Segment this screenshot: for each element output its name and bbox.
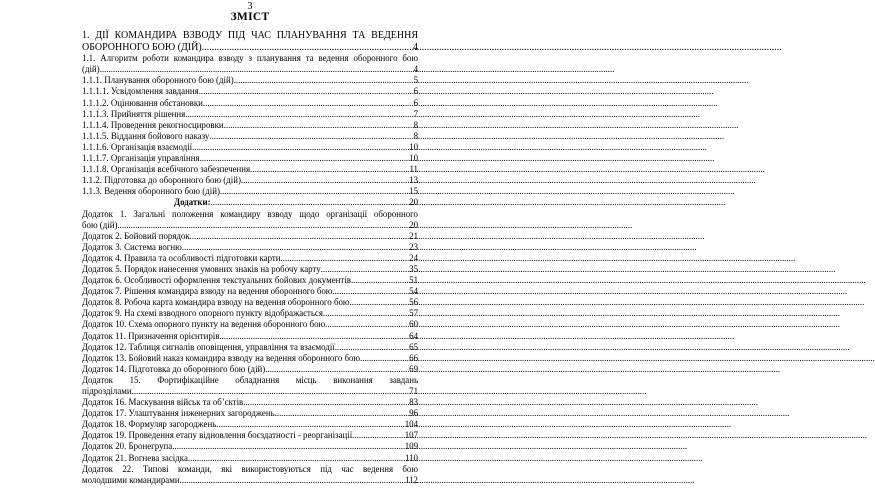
dot-leader <box>117 220 408 231</box>
toc-page-number: 13 <box>409 175 418 186</box>
toc-entry[interactable] <box>82 286 418 297</box>
toc-entry[interactable] <box>82 408 418 419</box>
toc-page-number: 5 <box>413 75 418 86</box>
dot-leader <box>321 264 408 275</box>
toc-page-number: 104 <box>404 419 418 430</box>
dot-leader <box>243 397 408 408</box>
toc-entry-text: ОБОРОННОГО БОЮ (ДІЙ) <box>82 41 202 53</box>
dot-leader <box>185 109 412 120</box>
toc-entry-text: Додаток 4. Правила та особливості підготовки карти <box>82 252 281 263</box>
toc-entry-text: 1.1.1.7. Організація управління <box>82 153 200 164</box>
toc-page-number: 4 <box>413 64 418 75</box>
toc-entry-text: Додаток 12. Таблиця сигналів оповіщення, управління та взаємодії <box>82 341 335 352</box>
toc-entry-text: 1.1.1.4. Проведення рекогносцировки <box>82 119 224 130</box>
dot-leader <box>250 164 408 175</box>
toc-entry-text: молодшими командирами <box>82 474 180 485</box>
toc-entry[interactable] <box>82 353 418 364</box>
table-of-contents <box>82 30 418 486</box>
toc-entry-text: (дій) <box>82 64 100 75</box>
toc-entry[interactable] <box>82 430 418 441</box>
toc-entry-text: 1.1.3. Ведення оборонного бою (дій) <box>82 186 220 197</box>
toc-entry-text: Додаток 19. Проведення етапу відновлення боєздатності - реорганізації <box>82 430 353 441</box>
toc-entry[interactable] <box>82 109 418 120</box>
toc-page-number: 10 <box>409 141 418 152</box>
dot-leader <box>188 453 404 464</box>
toc-page-number: 65 <box>409 341 418 352</box>
toc-entry-text: 1.1.1.6. Організація взаємодії <box>82 141 193 152</box>
toc-page-number: 23 <box>409 241 418 252</box>
toc-entry[interactable] <box>82 297 418 308</box>
toc-page-number: 4 <box>413 41 418 53</box>
toc-page-number: 96 <box>409 408 418 419</box>
dot-leader <box>180 475 404 486</box>
toc-entry-text: 1.1.1.5. Віддання бойового наказу <box>82 130 210 141</box>
dot-leader <box>241 175 408 186</box>
toc-entry-text: Додаток 8. Робоча карта командира взводу на ведення оборонного бою <box>82 297 350 308</box>
toc-page-number: 8 <box>413 119 418 130</box>
dot-leader <box>219 331 408 342</box>
toc-entry-text: 1.1. Алгоритм роботи командира взводу з планування та ведення оборонного бою <box>82 53 418 64</box>
toc-entry[interactable] <box>82 164 418 175</box>
toc-entry[interactable] <box>82 397 418 408</box>
toc-entry[interactable] <box>82 98 418 109</box>
toc-page-number: 10 <box>409 153 418 164</box>
dot-leader <box>360 353 408 364</box>
toc-page-number: 109 <box>404 441 418 452</box>
dot-leader <box>202 42 412 54</box>
toc-entry[interactable] <box>82 364 418 375</box>
toc-entry[interactable] <box>82 441 418 452</box>
toc-page-number: 8 <box>413 130 418 141</box>
toc-entry[interactable] <box>82 319 418 330</box>
dot-leader <box>350 297 409 308</box>
toc-entry[interactable] <box>82 342 418 353</box>
toc-entry[interactable] <box>82 453 418 464</box>
toc-entry[interactable] <box>82 264 418 275</box>
dot-leader <box>200 153 409 164</box>
toc-entry[interactable] <box>82 30 418 53</box>
dot-leader <box>220 186 408 197</box>
toc-entry-text: Додаток 6. Особливості оформлення текстуальних бойових документів <box>82 275 351 286</box>
toc-entry-text: Додаток 18. Формуляр загороджень <box>82 419 217 430</box>
toc-entry-text: бою (дій) <box>82 219 118 230</box>
dot-leader <box>234 75 413 86</box>
toc-entry-text: Додаток 17. Улаштування інженерних загороджень <box>82 408 275 419</box>
toc-page-number: 51 <box>409 275 418 286</box>
dot-leader <box>182 242 408 253</box>
toc-entry[interactable] <box>82 175 418 186</box>
toc-entry[interactable] <box>82 464 418 486</box>
toc-entry[interactable] <box>82 242 418 253</box>
dot-leader <box>335 342 408 353</box>
toc-entry[interactable] <box>82 75 418 86</box>
toc-entry-text: Додаток 2. Бойовий порядок <box>82 230 190 241</box>
toc-entry[interactable] <box>82 86 418 97</box>
toc-entry-text: Додаток 14. Підготовка до оборонного бою (дій) <box>82 363 266 374</box>
toc-entry-text: Додаток 20. Бронегрупа <box>82 441 173 452</box>
dot-leader <box>100 64 413 75</box>
toc-entry[interactable] <box>82 153 418 164</box>
toc-page-number: 69 <box>409 363 418 374</box>
toc-entry-text: 1.1.1.1. Усвідомлення завдання <box>82 86 199 97</box>
toc-entry-text: 1.1.1.3. Прийняття рішення <box>82 108 186 119</box>
toc-page-number: 11 <box>409 164 418 175</box>
toc-entry[interactable] <box>82 275 418 286</box>
dot-leader <box>211 197 409 208</box>
toc-entry[interactable] <box>82 253 418 264</box>
toc-entry-text: 1.1.1.2. Оцінювання обстановки <box>82 97 203 108</box>
toc-page-number: 24 <box>409 252 418 263</box>
dot-leader <box>209 131 412 142</box>
toc-page-number: 112 <box>405 474 418 485</box>
toc-page-number: 64 <box>409 330 418 341</box>
toc-entry[interactable] <box>82 419 418 430</box>
toc-page-number: 107 <box>404 430 418 441</box>
dot-leader <box>132 386 408 397</box>
toc-page-number: 60 <box>409 319 418 330</box>
dot-leader <box>192 142 408 153</box>
toc-page-number: 83 <box>409 397 418 408</box>
toc-entry-text: Додаток 7. Рішення командира взводу на ведення оборонного бою <box>82 286 333 297</box>
page-number: 3 <box>247 1 253 12</box>
dot-leader <box>325 319 408 330</box>
dot-leader <box>351 275 408 286</box>
dot-leader <box>203 98 413 109</box>
toc-entry-text: 1. ДІЇ КОМАНДИРА ВЗВОДУ ПІД ЧАС ПЛАНУВАННЯ ТА ВЕДЕННЯ <box>82 30 418 41</box>
toc-entry-text: Додаток 1. Загальні положення командиру взводу щодо організації оборонного <box>82 208 418 219</box>
toc-entry-text: Додаток 13. Бойовий наказ командира взводу на ведення оборонного бою <box>82 352 361 363</box>
toc-entry-text: Додаток 11. Призначення орієнтирів <box>82 330 220 341</box>
toc-page-number: 71 <box>409 386 418 396</box>
toc-page-number: 110 <box>405 452 418 463</box>
toc-entry-text: Додатки: <box>174 197 211 208</box>
dot-leader <box>332 286 408 297</box>
toc-entry-text: 1.1.1. Планування оборонного бою (дій) <box>82 75 234 86</box>
toc-entry[interactable] <box>82 209 418 231</box>
toc-entry-text: 1.1.1.8. Організація всебічного забезпечення <box>82 164 251 175</box>
toc-page-number: 56 <box>409 297 418 308</box>
toc-entry-text: Додаток 3. Система вогню <box>82 241 182 252</box>
toc-entry[interactable] <box>82 142 418 153</box>
toc-entry[interactable] <box>82 375 418 397</box>
toc-entry-text: Додаток 10. Схема опорного пункту на ведення оборонного бою <box>82 319 326 330</box>
toc-entry-text: Додаток 5. Порядок нанесення умовних знаків на робочу карту <box>82 263 321 274</box>
toc-entry[interactable] <box>82 131 418 142</box>
toc-page-number: 6 <box>413 86 418 97</box>
toc-page-number: 66 <box>409 352 418 363</box>
dot-leader <box>281 253 409 264</box>
toc-entry-text: 1.1.2. Підготовка до оборонного бою (дій) <box>82 175 241 186</box>
toc-page-number: 35 <box>409 263 418 274</box>
dot-leader <box>352 430 403 441</box>
page-title: ЗМІСТ <box>230 11 270 23</box>
dot-leader <box>224 120 413 131</box>
toc-page-number: 6 <box>413 97 418 108</box>
toc-page-number: 21 <box>409 230 418 241</box>
toc-entry-text: Додаток 22. Типові команди, які використовуються під час ведення бою <box>82 463 418 474</box>
dot-leader <box>216 419 403 430</box>
dot-leader <box>190 231 408 242</box>
toc-page-number: 15 <box>409 186 418 197</box>
toc-entry-text: підрозділами <box>82 386 132 396</box>
toc-entry-text: Додаток 21. Вогнева засідка <box>82 452 188 463</box>
toc-entry-text: Додаток 9. На схемі взводного опорного пункту відображається. <box>82 308 326 319</box>
toc-entry-text: Додаток 16. Маскування військ та об’єктів <box>82 397 244 408</box>
dot-leader <box>275 408 408 419</box>
toc-entry[interactable] <box>82 197 418 208</box>
toc-entry[interactable] <box>82 231 418 242</box>
toc-entry-text: Додаток 15. Фортифікаційне обладнання місць виконання завдань <box>82 374 418 385</box>
toc-page-number: 7 <box>413 108 418 119</box>
dot-leader <box>172 441 403 452</box>
dot-leader <box>325 308 408 319</box>
toc-entry[interactable] <box>82 308 418 319</box>
toc-page-number: 20 <box>409 197 418 208</box>
toc-entry[interactable] <box>82 186 418 197</box>
dot-leader <box>265 364 408 375</box>
dot-leader <box>199 86 413 97</box>
toc-page-number: 20 <box>409 219 418 230</box>
toc-page-number: 54 <box>409 286 418 297</box>
toc-entry[interactable] <box>82 53 418 75</box>
toc-entry[interactable] <box>82 331 418 342</box>
toc-entry[interactable] <box>82 120 418 131</box>
toc-page-number: 57 <box>409 308 418 319</box>
